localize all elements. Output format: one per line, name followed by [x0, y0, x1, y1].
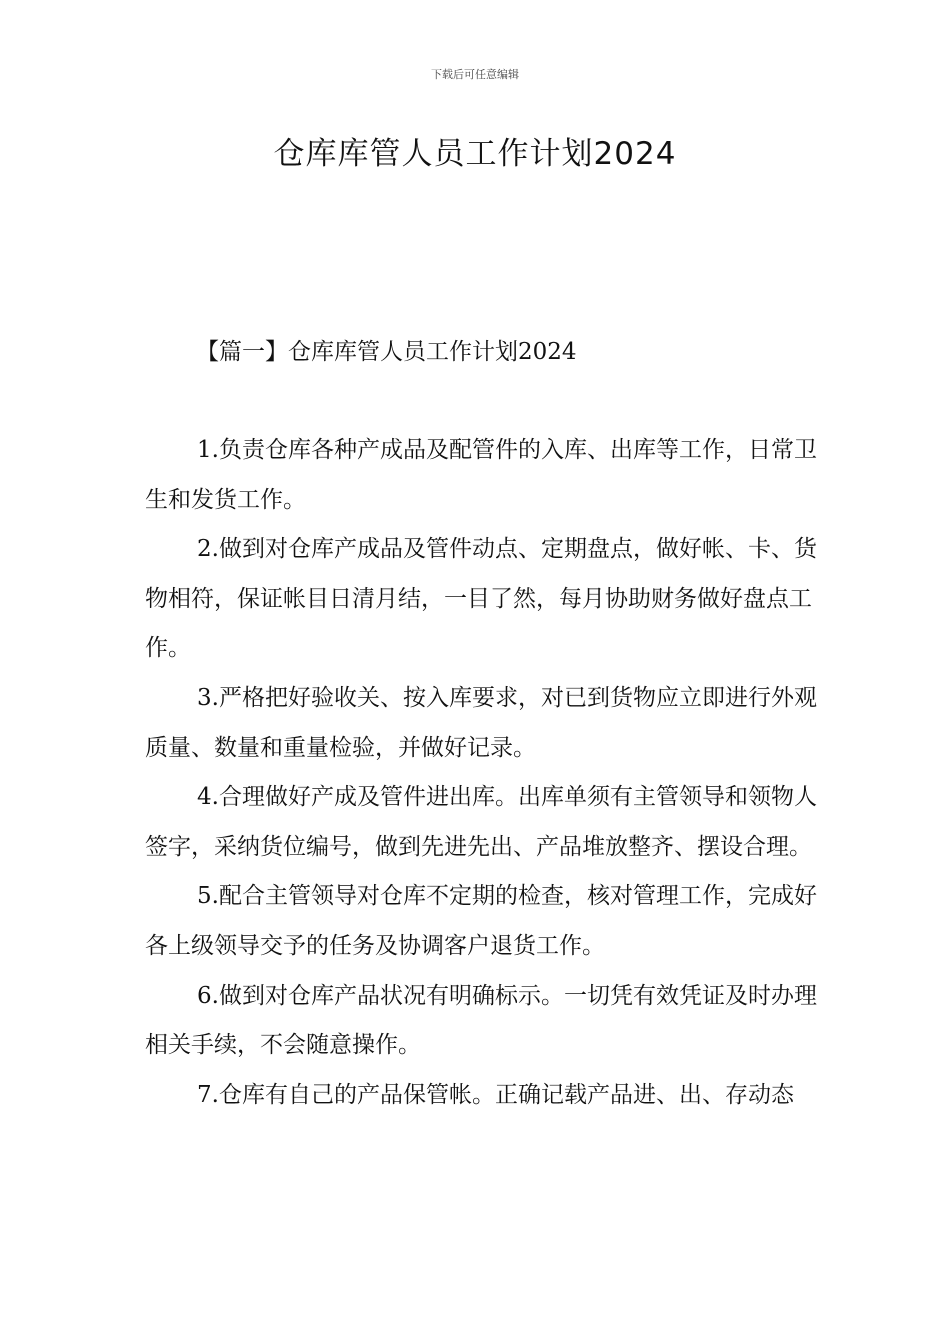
paragraph-4: 4.合理做好产成及管件进出库。出库单须有主管领导和领物人签字，采纳货位编号，做到先进先出、产品堆放整齐、摆设合理。: [145, 784, 817, 860]
paragraph-6: 6.做到对仓库产品状况有明确标示。一切凭有效凭证及时办理相关手续，不会随意操作。: [145, 982, 817, 1059]
paragraph-2: 2.做到对仓库产成品及管件动点、定期盘点，做好帐、卡、货物相符，保证帐目日清月结，一目了然，每月协助财务做好盘点工作。: [145, 536, 817, 662]
document-body: [145, 426, 835, 1120]
paragraph-1: 1.负责仓库各种产成品及配管件的入库、出库等工作，日常卫生和发货工作。: [145, 437, 817, 513]
document-title: 仓库库管人员工作计划2024: [273, 136, 677, 172]
section-heading: 【篇一】仓库库管人员工作计划2024: [196, 339, 577, 365]
paragraph-7: 7.仓库有自己的产品保管帐。正确记载产品进、出、存动态: [197, 1081, 794, 1108]
paragraph-5: 5.配合主管领导对仓库不定期的检查，核对管理工作，完成好各上级领导交予的任务及协调客户退货工作。: [145, 883, 817, 959]
header-note: 下载后可任意编辑: [431, 68, 519, 81]
paragraph-3: 3.严格把好验收关、按入库要求，对已到货物应立即进行外观质量、数量和重量检验，并做好记录。: [145, 684, 817, 761]
